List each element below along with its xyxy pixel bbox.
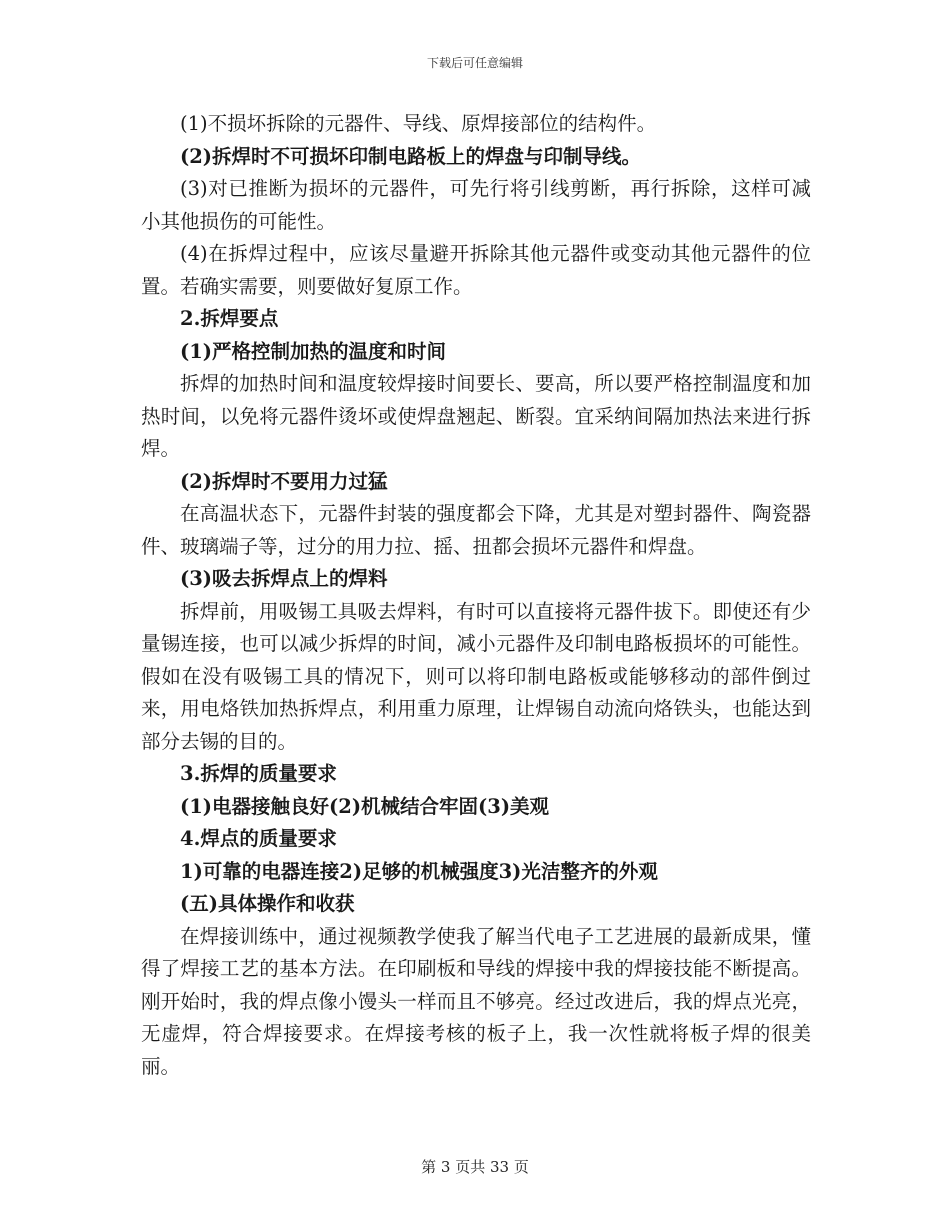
section-heading-3: 3.拆焊的质量要求: [180, 762, 337, 785]
section-heading-2: 2.拆焊要点: [180, 307, 279, 330]
page-number: 第 3 页共 33 页: [421, 1158, 529, 1176]
quality-list-3: (1)电器接触良好(2)机械结合牢固(3)美观: [180, 794, 550, 818]
subheading-temperature-time: (1)严格控制加热的温度和时间: [180, 339, 447, 363]
paragraph-remove-solder: 拆焊前，用吸锡工具吸去焊料，有时可以直接将元器件拔下。即使还有少量锡连接，也可以减少拆焊的时间，减小元器件及印制电路板损坏的可能性。假如在没有吸锡工具的情况下，则可以将印制电路板或能够移动的部件倒过来，用电烙铁加热拆焊点，利用重力原理，让焊锡自动流向烙铁头，也能达到部分去锡的目的。: [141, 599, 811, 753]
document-body: [141, 108, 811, 1083]
section-heading-4: 4.焊点的质量要求: [180, 827, 337, 850]
subheading-force: (2)拆焊时不要用力过猛: [180, 469, 388, 493]
paragraph-2: (2)拆焊时不可损坏印制电路板上的焊盘与印制导线。: [180, 144, 642, 168]
section-heading-5: (五)具体操作和收获: [180, 892, 355, 915]
subheading-remove-solder: (3)吸去拆焊点上的焊料: [180, 567, 388, 590]
paragraph-3: (3)对已推断为损坏的元器件，可先行将引线剪断，再行拆除，这样可减小其他损伤的可能性。: [141, 177, 811, 233]
page-header: 下载后可任意编辑: [426, 56, 523, 70]
paragraph-force: 在高温状态下，元器件封装的强度都会下降，尤其是对塑封器件、陶瓷器件、玻璃端子等，过分的用力拉、摇、扭都会损坏元器件和焊盘。: [141, 502, 811, 558]
paragraph-temperature-time: 拆焊的加热时间和温度较焊接时间要长、要高，所以要严格控制温度和加热时间，以免将元器件烫坏或使焊盘翘起、断裂。宜采纳间隔加热法来进行拆焊。: [141, 372, 811, 460]
paragraph-4: (4)在拆焊过程中，应该尽量避开拆除其他元器件或变动其他元器件的位置。若确实需要，则要做好复原工作。: [141, 242, 811, 298]
paragraph-summary: 在焊接训练中，通过视频教学使我了解当代电子工艺进展的最新成果，懂得了焊接工艺的基本方法。在印刷板和导线的焊接中我的焊接技能不断提高。刚开始时，我的焊点像小馒头一样而且不够亮。经过改进后，我的焊点光亮，无虚焊，符合焊接要求。在焊接考核的板子上，我一次性就将板子焊的很美丽。: [141, 924, 811, 1078]
paragraph-1: (1)不损坏拆除的元器件、导线、原焊接部位的结构件。: [180, 112, 657, 135]
quality-list-4: 1)可靠的电器连接2)足够的机械强度3)光洁整齐的外观: [180, 859, 658, 883]
